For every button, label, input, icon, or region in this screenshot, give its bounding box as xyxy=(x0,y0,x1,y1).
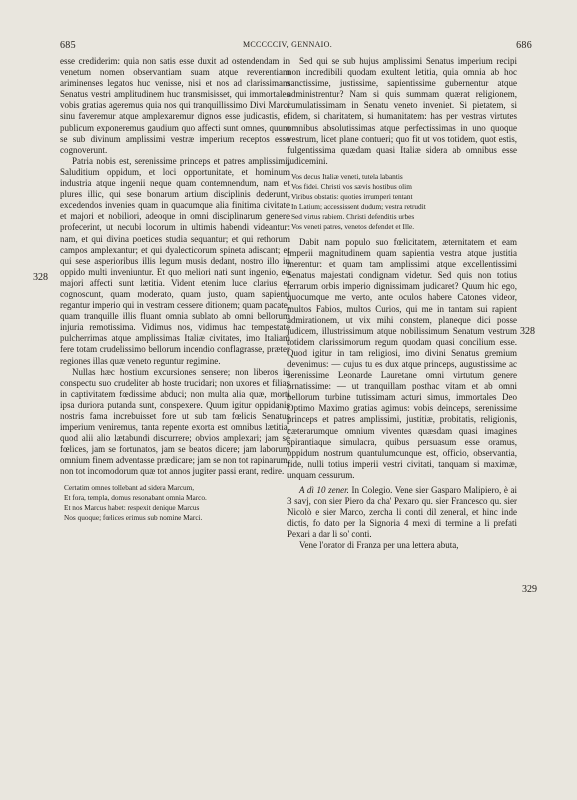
verse-line: Viribus obstatis: quoties irrumperi tentant xyxy=(291,191,413,201)
margin-number-right-2: 329 xyxy=(522,584,537,595)
page-number-left: 685 xyxy=(60,40,76,51)
verse-line: Nos quoque; fœlices erimus sub nomine Marci. xyxy=(64,512,203,522)
date-lead: A dì 10 zener. xyxy=(299,485,349,495)
verse-line: In Latium; accessissent dudum; vestra retrudit xyxy=(291,201,426,211)
left-paragraph-2: Patria nobis est, serenissime princeps et patres amplissimi, Saluditium oppidum, et loci opportunitate, et hominum industria atque ingenii neque quam contemnendum, nam et plures illic, qui sese bonarum artium disciplinis dederunt, excedendos invenies quam in quacumque alia finitima civitate et majori et nobiliori, adeoque in omni disciplinarum genere profecerint, ut necubi locorum in ultimis habendi videantur: nam, et qui divina poetices studia sequantur; et qui rethorum campos amplexantur; et qui dyalecticorum spineta adiscant; et qui sese asperioribus illis legum musis dedant, nostro illo in oppido multi inveniuntur. Et quo meliori nati sunt ingenio, eo majori affecti sunt lætitia. Vident etenim luce clarius et cognoscunt, quam moderato, quam justo, quam sapienti regantur imperio qui in vestram cessere ditionem; quam pacate, quam tranquille illis fluant omnia sublato ab omni bellorum injuria remotissima. Vidimus nos, vidimus hac tempestate pulcherrimas atque amplissimas Italiæ civitates, imo Italiam fere totam crudelissimo bellorum incendio conflagrasse, præter regiones illas quæ veneto reguntur regimine. xyxy=(60,155,290,366)
right-paragraph-3 xyxy=(287,485,517,540)
verse-line: Sed virtus rabiem. Christi defenditis urbes xyxy=(291,211,415,221)
left-column xyxy=(60,56,290,528)
verse-line: Vos decus Italiæ veneti, tutela labantis xyxy=(291,171,403,181)
verse-line: Certatim omnes tollebant ad sidera Marcum, xyxy=(64,482,195,492)
margin-number-left: 328 xyxy=(33,272,48,283)
right-paragraph-2: Dabit nam populo suo fœlicitatem, æternitatem et eam imperii magnitudinem quam sapientia vestra atque justitia merentur: et quam tam amplissimi atque excellentissimi Senatus majestati condignam videtur. Sed quis non totius terrarum orbis imperio dignissimam judicaret? Quum hic ego, quocumque me verto, ante oculos habere Catones videor, multos Fabios, multos Curios, qui me in tantam sui rapient admirationem, ut vix mihi constem, planeque dici posse judicem, illustrissimum atque nobilissimum Senatum vestrum totidem clarissimorum regum quodam quasi concilium esse. Quod igitur in tam religiosi, imo divini Senatus gremium devenimus: — cujus tu es dux atque princeps, augustissime ac serenissime Leonarde Lauretane omni virtutum genere ornatissime: — ut tranquillam posthac vitam et ab omni bellorum turbine tutissimam acturi simus, immortales Deo Optimo Maximo gratias agimus: vobis deinceps, serenissime princeps et patres amplissimi, justitiæ, probitatis, religionis, cæterarumque omnium viventes quæsdam quasi imagines spirantiaque simulacra, quibus persuasum esse oramus, oppidum nostrum quantulumcunque est, officio, observantia, fide, nulli totius imperii vestri civitati, tanquam si maximæ, unquam cessurum. xyxy=(287,236,517,480)
right-column xyxy=(287,56,517,552)
left-paragraph-3: Nullas hæc hostium excursiones sensere; non liberos in conspectu suo crudeliter ab hoste trucidari; non uxores et filias in captivitatem fœdissime abduci; non multa alia quæ, morti ipsa duriora putanda sunt, conspexere. Quum igitur oppidanis nostris fama increbuisset fore ut sub tam fœlicis Senatus imperium veniremus, tanta repente exorta est omnibus lætitia, quod alii alio lætabundi discurrere; obvios amplexari; jam se fœlices, jam se fortunatos, jam se beatos dicere; jam laborum omnium finem adventasse prædicare; jam se non tot rapinarum, non tot incomodorum quæ tot annos jugiter passi erant, redire. xyxy=(60,366,290,477)
right-paragraph-1: Sed qui se sub hujus amplissimi Senatus imperium recipi non incredibili quodam exultent letitia, quia omnia ab hoc sanctissime, justissime, sapientissime gubernentur atque administrentur? Nam si quis summam quærat religionem, cumulatissimam in Senatu veneto inveniet. Si pietatem, si fidem, si charitatem, si humanitatem: has per vestras virtutes omnibus absolutissimas atque perfectissimas in uno quoque vestrum, licet plane contueri; quo fit ut vos totidem, quot estis, fulgentissima quædam quasi Italiæ sidera ab omnibus esse judicemini. xyxy=(287,56,517,166)
left-paragraph-1: esse crediderim: quia non satis esse duxit ad ostendendam in venetum nomen observantiam suam atque reverentiam ariminenses legatos huc venisse, nisi et nos ad clarissimam Senatus vestri amplitudinem huc transmisisset, qui immortales vobis gratias ageremus quia nos qui tranquillissimo Divi Marci sinu faveremur atque amplexaremur dignos esse judicastis, et publicum exponeremus gaudium quo affecti sunt omnes, quum se sub divinum amplissimi vestræ imperium receptos esse cognoverunt. xyxy=(60,56,290,155)
entry-text: In Colegio. Vene sier Gasparo Malipiero, è ai 3 savj, con sier Piero da cha' Pexaro qu. sier Francesco qu. sier Nicolò e sier Marco, zercha li conti dil zeneral, et hinc inde dictis, fo dato per la Signoria 4 mexi di termine a li prefati Pexari a dar li so' conti. xyxy=(287,485,517,540)
right-paragraph-4: Vene l'orator di Franza per una lettera abuta, xyxy=(299,540,459,551)
running-title: MCCCCCIV, GENNAIO. xyxy=(242,40,333,49)
margin-number-right-1: 328 xyxy=(520,326,535,337)
right-verse xyxy=(291,172,517,232)
page-number-right: 686 xyxy=(516,40,532,51)
verse-line: Vos veneti patres, venetos defendet et Ille. xyxy=(291,221,415,231)
verse-line: Et fora, templa, domus resonabant omnia Marco. xyxy=(64,492,207,502)
left-verse xyxy=(64,483,290,523)
verse-line: Vos fidei. Christi vos sævis hostibus olim xyxy=(291,181,412,191)
verse-line: Et nos Marcus habet: respexit denique Marcus xyxy=(64,502,200,512)
